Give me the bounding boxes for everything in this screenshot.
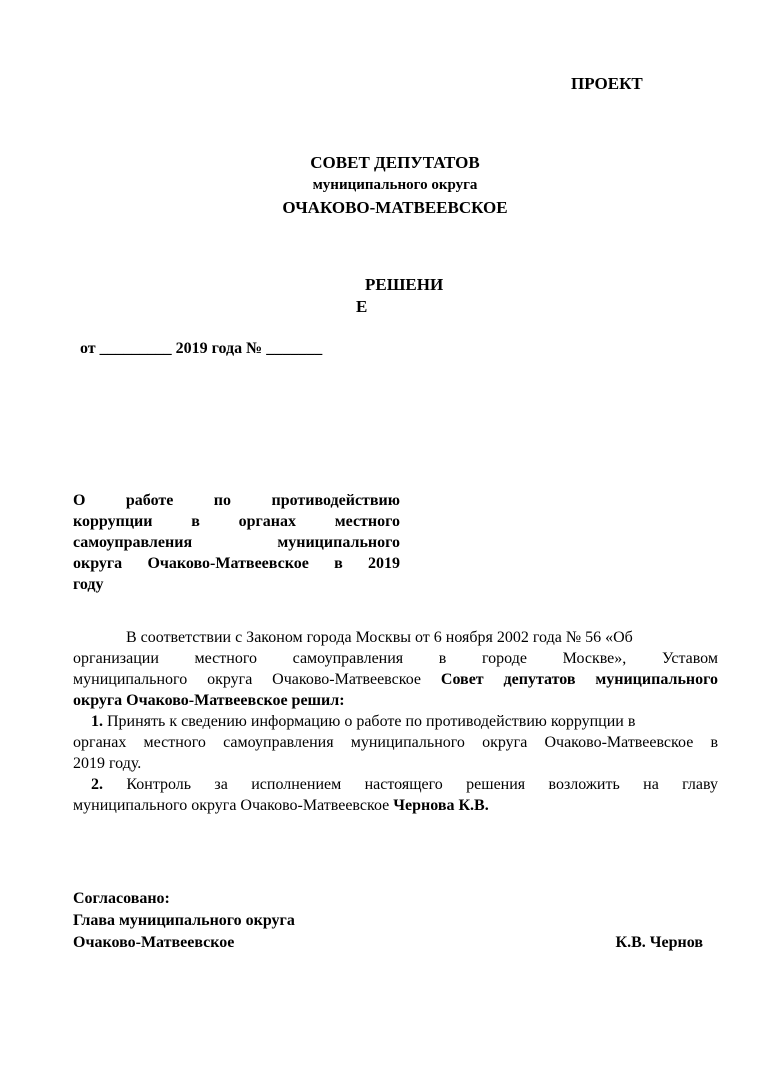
signature-row — [73, 932, 703, 954]
item-2-text: Контроль за исполнением настоящего решения возложить на главу — [126, 776, 719, 793]
item-2-text: муниципального округа Очаково-Матвеевское — [73, 797, 394, 814]
council-subtitle: муниципального округа — [312, 177, 478, 193]
signer-position: Глава муниципального округа — [73, 912, 295, 929]
council-name: ОЧАКОВО-МАТВЕЕВСКОЕ — [282, 198, 508, 217]
item-1-line: органах местного самоуправления муниципального округа Очаково-Матвеевское в — [73, 734, 718, 751]
item-1-text: Принять к сведению информацию о работе по противодействию коррупции в — [107, 713, 636, 730]
subject-line: году — [73, 576, 104, 593]
preamble-line: В соответствии с Законом города Москвы от 6 ноября 2002 года № 56 «Об — [126, 629, 633, 646]
date-number-line: от _________ 2019 года № _______ — [80, 340, 323, 357]
decision-label-part2: Е — [356, 297, 368, 316]
preamble-line — [73, 669, 718, 690]
decision-label-part1: РЕШЕНИ — [365, 275, 444, 294]
preamble-line: организации местного самоуправления в городе Москве», Уставом — [73, 650, 718, 667]
preamble-line: округа Очаково-Матвеевское решил: — [73, 692, 345, 709]
agreed-label: Согласовано: — [73, 890, 170, 907]
draft-label: ПРОЕКТ — [571, 74, 643, 93]
item-2-line — [73, 795, 718, 816]
council-decided-text: Совет депутатов муниципального — [440, 671, 719, 688]
signer-name: К.В. Чернов — [615, 934, 703, 951]
item-1-number: 1. — [91, 713, 103, 730]
subject-line: О работе по противодействию — [73, 492, 400, 509]
decision-subject — [73, 490, 400, 595]
signature-block — [73, 888, 703, 954]
council-header — [0, 151, 763, 220]
item-2-number: 2. — [91, 776, 103, 793]
item-2-line — [73, 774, 718, 795]
subject-line: самоуправления муниципального — [73, 534, 400, 551]
subject-line: коррупции в органах местного — [73, 513, 400, 530]
item-1-line: 2019 году. — [73, 755, 142, 772]
preamble-text: муниципального округа Очаково-Матвеевское — [73, 671, 441, 688]
signer-position: Очаково-Матвеевское — [73, 934, 235, 951]
decision-body — [73, 627, 718, 816]
council-title: СОВЕТ ДЕПУТАТОВ — [310, 153, 480, 172]
subject-line: округа Очаково-Матвеевское в 2019 — [73, 555, 400, 572]
responsible-person: Чернова К.В. — [393, 797, 489, 814]
item-1-line — [73, 711, 718, 732]
